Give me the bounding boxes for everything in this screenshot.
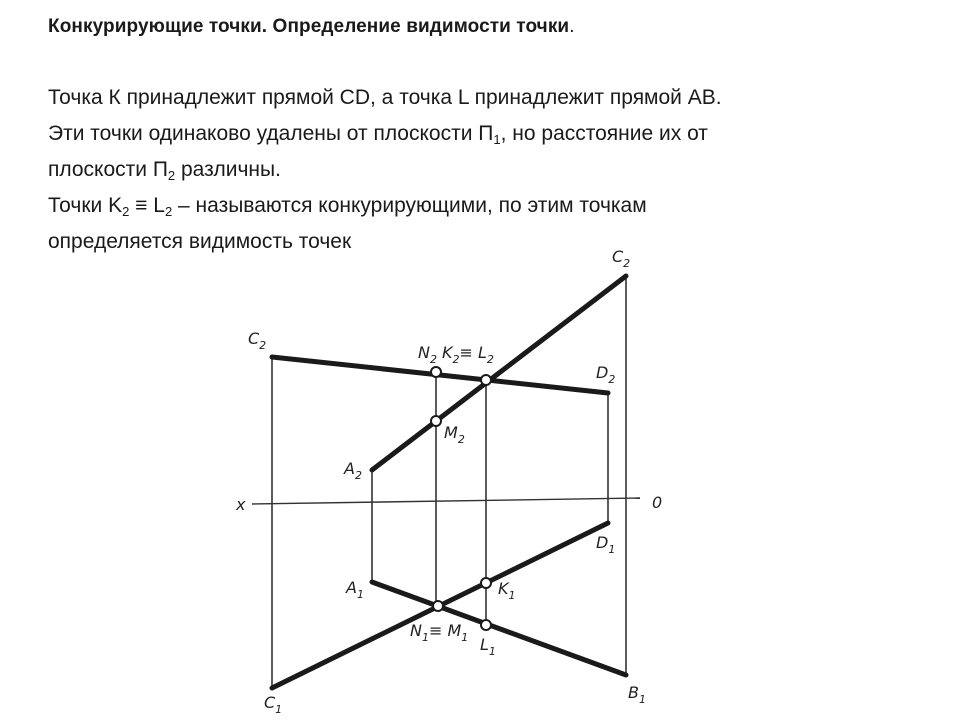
- label-A2: $A_2$: [344, 459, 362, 482]
- point-N1-M1: [433, 601, 443, 611]
- label-A1: $A_1$: [346, 578, 364, 601]
- label-L1: $L_1$: [480, 635, 496, 658]
- point-K2-L2: [481, 375, 491, 385]
- text-line-5: определяется видимость точек: [48, 230, 352, 253]
- label-x: x: [236, 495, 246, 514]
- point-L1: [481, 620, 491, 630]
- text-line-3: плоскости $П_2$ различны.: [48, 158, 281, 183]
- label-C1: $C_1$: [264, 693, 283, 716]
- label-D2: $D_2$: [596, 363, 616, 386]
- label-N2: $N_2$: [418, 343, 437, 366]
- label-N1-M1: $N_1\equiv M_1$: [410, 621, 469, 644]
- label-B1: $B_1$: [628, 683, 646, 706]
- label-K2-L2: $K_2\equiv L_2$: [442, 343, 494, 366]
- title-text: Конкурирующие точки. Определение видимости точки: [48, 16, 570, 37]
- label-C2-left: $C_2$: [248, 329, 267, 352]
- label-K1: $K_1$: [498, 579, 516, 602]
- text-line-2: Эти точки одинаково удалены от плоскости $П_1$, но расстояние их от: [48, 122, 708, 147]
- label-M2: $M_2$: [444, 423, 465, 446]
- title-period: .: [569, 16, 575, 37]
- label-C2-top: $C_2$: [612, 247, 631, 270]
- axis-x0: [252, 498, 640, 504]
- text-line-4: Точки $K_2 \equiv L_2$ – называются конкурирующими, по этим точкам: [48, 194, 647, 219]
- label-D1: $D_1$: [596, 533, 616, 556]
- point-N2: [431, 367, 441, 377]
- text-line-1: Точка К принадлежит прямой CD, а точка L принадлежит прямой AB.: [48, 86, 722, 109]
- point-K1: [481, 578, 491, 588]
- point-M2: [431, 416, 441, 426]
- label-O: 0: [652, 493, 663, 512]
